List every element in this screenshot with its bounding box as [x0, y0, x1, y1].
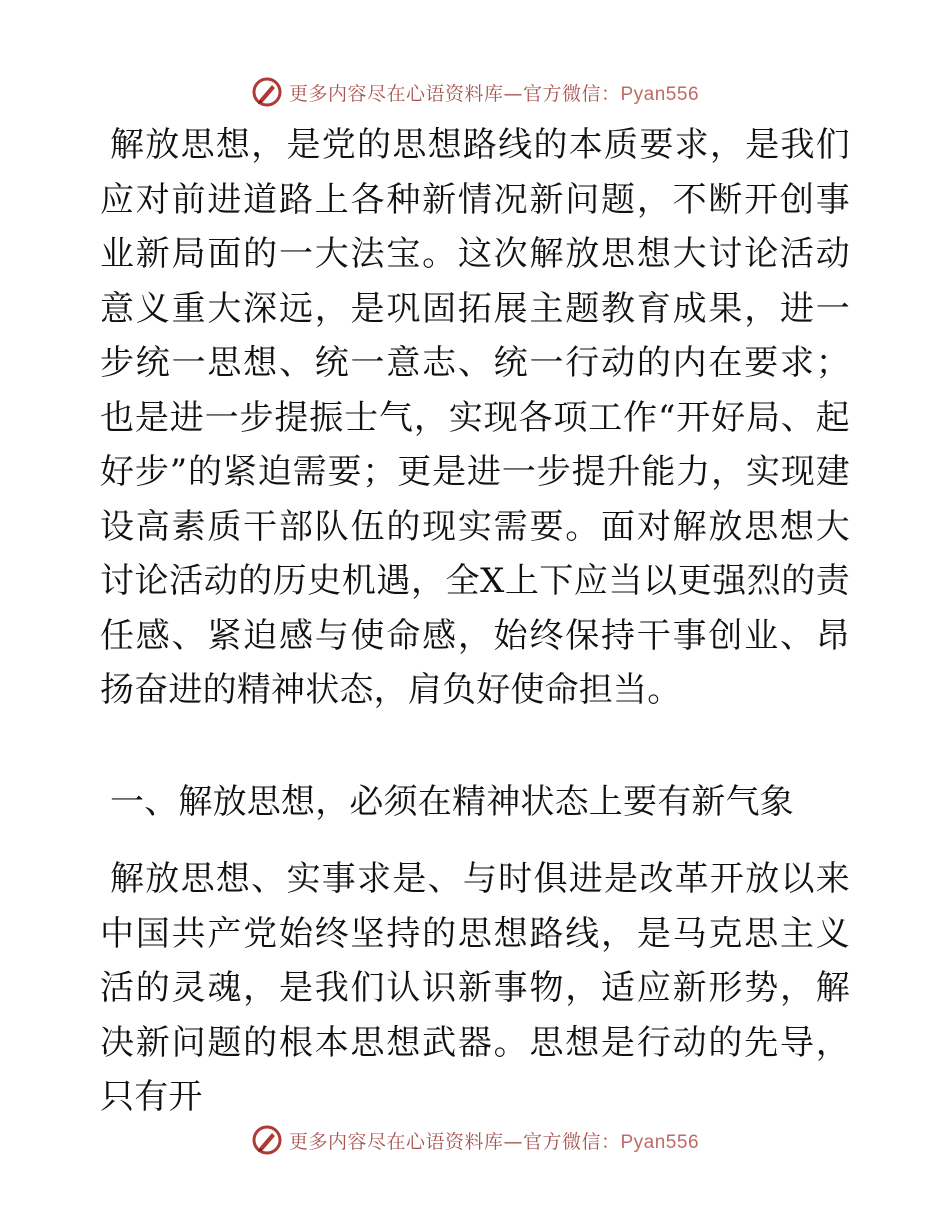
footer-banner	[0, 1120, 950, 1160]
header-banner	[0, 72, 950, 112]
banner-wechat-id: Pyan556	[620, 1131, 700, 1153]
paragraph-text: 解放思想、实事求是、与时俱进是改革开放以来中国共产党始终坚持的思想路线，是马克思主义活的灵魂，是我们认识新事物，适应新形势，解决新问题的根本思想武器。思想是行动的先导，只有开	[100, 859, 850, 1117]
banner-dash: —	[503, 1130, 523, 1153]
paragraph-text: 解放思想，是党的思想路线的本质要求，是我们应对前进道路上各种新情况新问题，不断开创事业新局面的一大法宝。这次解放思想大讨论活动意义重大深远，是巩固拓展主题教育成果，进一步统一思想、统一意志、统一行动的内在要求；也是进一步提振士气，实现各项工作“开好局、起好步”的紧迫需要；更是进一步提升能力，实现建设高素质干部队伍的现实需要。面对解放思想大讨论活动的历史机遇，全X上下应当以更强烈的责任感、紧迫感与使命感，始终保持干事创业、昂扬奋进的精神状态，肩负好使命担当。	[100, 125, 850, 710]
banner-text	[289, 79, 699, 106]
banner-label: 官方微信：	[522, 1130, 621, 1153]
paragraph-intro	[100, 118, 850, 718]
paragraph-body	[100, 852, 850, 1125]
banner-text	[289, 1127, 699, 1154]
banner-label: 官方微信：	[522, 82, 621, 105]
pen-logo-icon	[251, 76, 283, 108]
banner-wechat-id: Pyan556	[620, 83, 700, 105]
pen-logo-icon	[251, 1124, 283, 1156]
section-heading	[100, 775, 850, 830]
section-heading-text: 一、解放思想，必须在精神状态上要有新气象	[110, 782, 794, 822]
banner-main-text: 更多内容尽在心语资料库	[288, 1130, 504, 1153]
banner-dash: —	[503, 82, 523, 105]
banner-main-text: 更多内容尽在心语资料库	[288, 82, 504, 105]
